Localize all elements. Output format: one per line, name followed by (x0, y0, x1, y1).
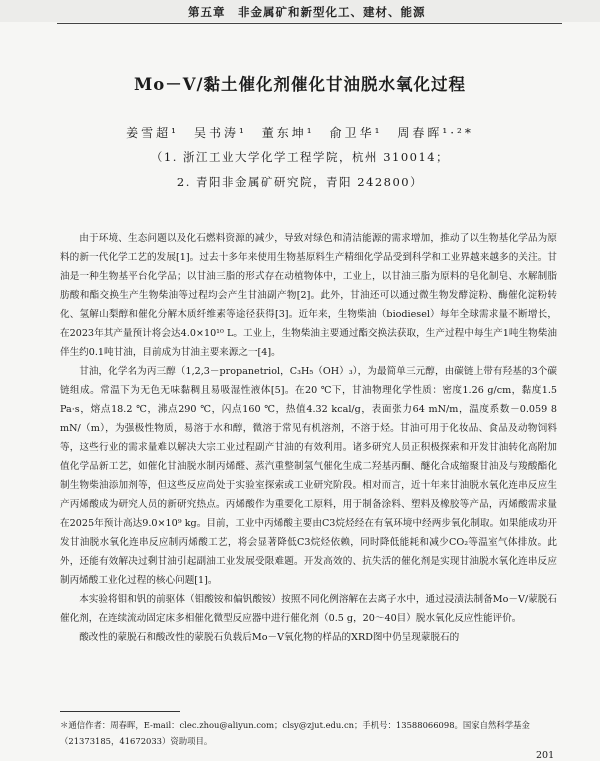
running-header-text: 第五章 非金属矿和新型化工、建材、能源 (188, 5, 426, 19)
paper-title: Mo－V/黏土催化剂催化甘油脱水氧化过程 (133, 75, 467, 94)
footnote: ＊通信作者：周春晖，E-mail：clec.zhou@aliyun.com；clsy@zjut.edu.cn；手机号：13588066098。国家自然科学基金（21373185，41672033）资助项目。 (60, 720, 530, 746)
paragraph: 本实验将钼和钒的前驱体（钼酸铵和偏钒酸铵）按照不同化例溶解在去离子水中，通过浸渍法制备Mo－V/蒙脱石催化剂，在连续流动固定床多相催化微型反应器中进行催化剂（0.5 g，20～40目）脱水氧化反应性能评价。 (60, 594, 557, 624)
paragraph: 酸改性的蒙脱石和酸改性的蒙脱石负载后Mo－V氧化物的样品的XRD图中仍呈现蒙脱石的 (79, 632, 460, 643)
paragraph: 由于环境、生态问题以及化石燃料资源的减少，导致对绿色和清洁能源的需求增加，推动了以生物基化学品为原料的新一代化学工艺的发展[1]。过去十多年来使用生物基原料生产精细化学品受到科学和工业界越来越多的关注。甘油是一种生物基平台化学品；以甘油三脂的形式存在动植物体中，工业上，以甘油三脂为原料的皂化制皂、水解制脂肪酸和酯交换生产生物柴油等过程均会产生甘油副产物[2]。此外，甘油还可以通过微生物发酵淀粉、酶催化淀粉转化、氢解山梨醇和催化分解木质纤维素等途径获得[3]。近年来，生物柴油（biodiesel）每年全球需求量不断增长，在2023年其产量预计将会达4.0×10¹⁰ L。工业上，生物柴油主要通过酯交换法获取，生产过程中每生产1吨生物柴油伴生约0.1吨甘油，目前成为甘油主要来源之一[4]。 (60, 233, 557, 358)
footnote-rule (60, 711, 180, 712)
page-number: 201 (536, 750, 555, 761)
body-text (60, 229, 557, 647)
running-header (0, 0, 600, 22)
affiliation-1: （1. 浙江工业大学化学工程学院，杭州 310014； (150, 150, 450, 164)
header-rule (57, 23, 562, 24)
affiliation-2: 2. 青阳非金属矿研究院，青阳 242800） (176, 175, 424, 189)
author-list: 姜雪超¹ 吴书涛¹ 董东坤¹ 俞卫华¹ 周春晖¹·²* (126, 126, 474, 140)
paragraph: 甘油，化学名为丙三醇（1,2,3－propanetriol，C₃H₅（OH）₃），为最简单三元醇，由碳链上带有羟基的3个碳链组成。常温下为无色无味黏稠且易吸湿性液体[5]。在20 ℃下，甘油物理化学性质：密度1.26 g/cm，黏度1.5 Pa·s，熔点18.2 ℃，沸点290 ℃，闪点160 ℃，热值4.32 kcal/g，表面张力64 mN/m，温度系数－0.059 8 mN/（m），为强极性物质，易溶于水和醇，微溶于常见有机溶剂，不溶于烃。甘油可用于化妆品、食品及动物饲料等，这些行业的需求量难以解决大宗工业过程副产甘油的有效利用。诸多研究人员正积极探索和开发甘油转化高附加值化学品新工艺，如催化甘油脱水制丙烯醛、蒸汽重整制氢气催化生成二羟基丙酮、醚化合成缩聚甘油及与羧酸酯化制生物柴油添加剂等，但这些反应尚处于实验室探索或工业研究阶段。相对而言，近十年来甘油脱水氧化连串反应生产丙烯酸成为研究人员的新研究热点。丙烯酸作为重要化工原料，用于制备涂料、塑料及橡胶等产品，丙烯酸需求量在2025年预计高达9.0×10⁹ kg。目前，工业中丙烯酸主要由C3烷烃经在有氧环境中经两步氧化制取。如果能成功开发甘油脱水氧化连串反应制丙烯酸工艺，将会显著降低C3烷烃依赖，同时降低能耗和减少CO₂等温室气体排放。此外，还能有效解决过剩甘油引起副油工业发展受限难题。开发高效的、抗失活的催化剂是实现甘油脱水氧化连串反应制丙烯酸工业化过程的核心问题[1]。 (60, 366, 557, 586)
